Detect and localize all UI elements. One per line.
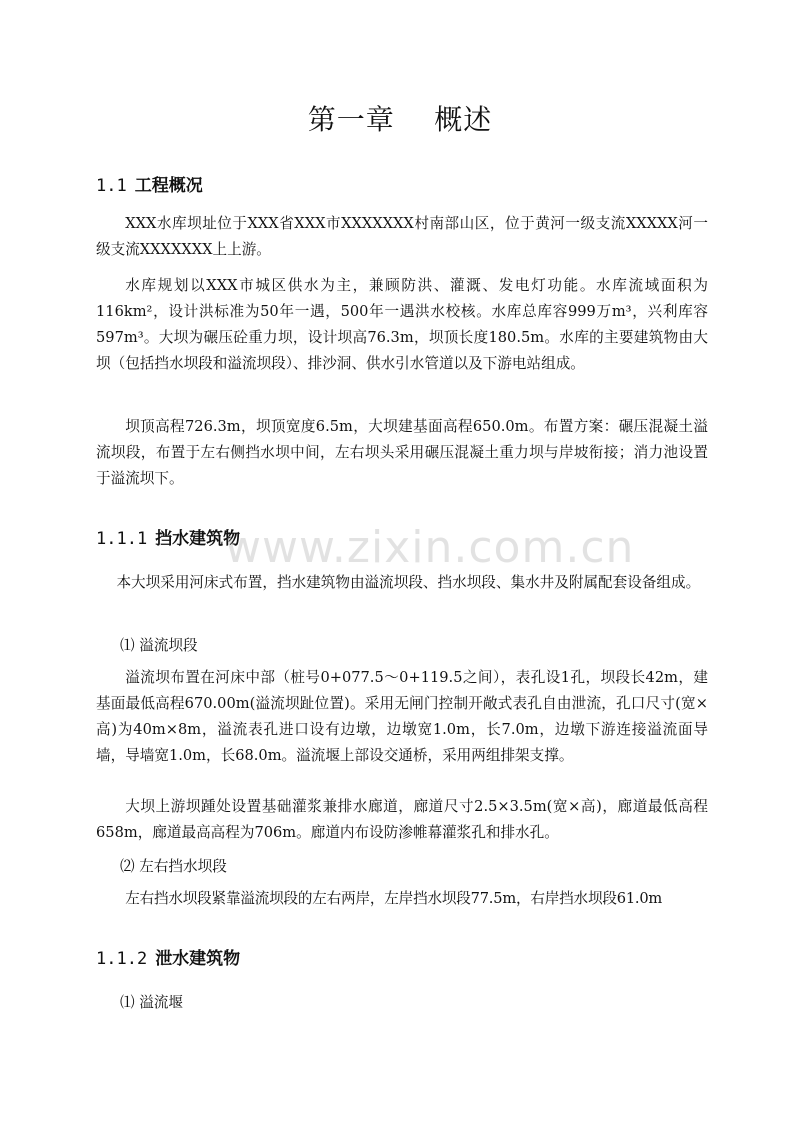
section-title: 泄水建筑物 bbox=[155, 949, 241, 969]
section-title: 挡水建筑物 bbox=[155, 529, 241, 549]
list-item-label: ⑵ 左右挡水坝段 bbox=[120, 858, 227, 875]
paragraph: 坝顶高程726.3m，坝顶宽度6.5m，大坝建基面高程650.0m。布置方案：碾压混凝土溢流坝段，布置于左右侧挡水坝中间，左右坝头采用碾压混凝土重力坝与岸坡衔接；消力池设置于溢流坝下。 bbox=[96, 418, 708, 487]
paragraph: 溢流坝布置在河床中部（桩号0+077.5～0+119.5之间），表孔设1孔，坝段长42m，建基面最低高程670.00m(溢流坝趾位置)。采用无闸门控制开敞式表孔自由泄流，孔口尺寸(宽×高)为40m×8m，溢流表孔进口设有边墩，边墩宽1.0m，长7.0m，边墩下游连接溢流面导墙，导墙宽1.0m，长68.0m。溢流堰上部设交通桥，采用两组排架支撑。 bbox=[96, 669, 708, 764]
section-heading-1-1-1 bbox=[96, 524, 240, 549]
paragraph: 水库规划以XXX市城区供水为主，兼顾防洪、灌溉、发电灯功能。水库流域面积为116km²，设计洪标准为50年一遇，500年一遇洪水校核。水库总库容999万m³，兴利库容597m³。大坝为碾压砼重力坝，设计坝高76.3m，坝顶长度180.5m。水库的主要建筑物由大坝（包括挡水坝段和溢流坝段）、排沙洞、供水引水管道以及下游电站组成。 bbox=[96, 277, 708, 372]
paragraph: 本大坝采用河床式布置，挡水建筑物由溢流坝段、挡水坝段、集水井及附属配套设备组成。 bbox=[116, 574, 701, 591]
list-item-label: ⑴ 溢流堰 bbox=[120, 994, 184, 1011]
section-heading-1-1-2 bbox=[96, 944, 240, 969]
section-number: 1.1 bbox=[96, 176, 127, 196]
section-number: 1.1.1 bbox=[96, 529, 148, 549]
watermark: www.zixin.com.cn bbox=[225, 522, 635, 573]
paragraph: 左右挡水坝段紧靠溢流坝段的左右两岸，左岸挡水坝段77.5m，右岸挡水坝段61.0m bbox=[125, 890, 663, 907]
section-title: 工程概况 bbox=[134, 176, 203, 196]
chapter-title: 第一章 概述 bbox=[307, 103, 493, 136]
paragraph: XXX水库坝址位于XXX省XXX市XXXXXXX村南部山区，位于黄河一级支流XXXXX河一级支流XXXXXXX上上游。 bbox=[96, 215, 708, 258]
section-number: 1.1.2 bbox=[96, 949, 148, 969]
list-item-label: ⑴ 溢流坝段 bbox=[120, 637, 198, 654]
section-heading-1-1 bbox=[96, 171, 203, 196]
paragraph: 大坝上游坝踵处设置基础灌浆兼排水廊道，廊道尺寸2.5×3.5m(宽×高)，廊道最低高程658m，廊道最高高程为706m。廊道内布设防渗帷幕灌浆孔和排水孔。 bbox=[96, 798, 708, 841]
